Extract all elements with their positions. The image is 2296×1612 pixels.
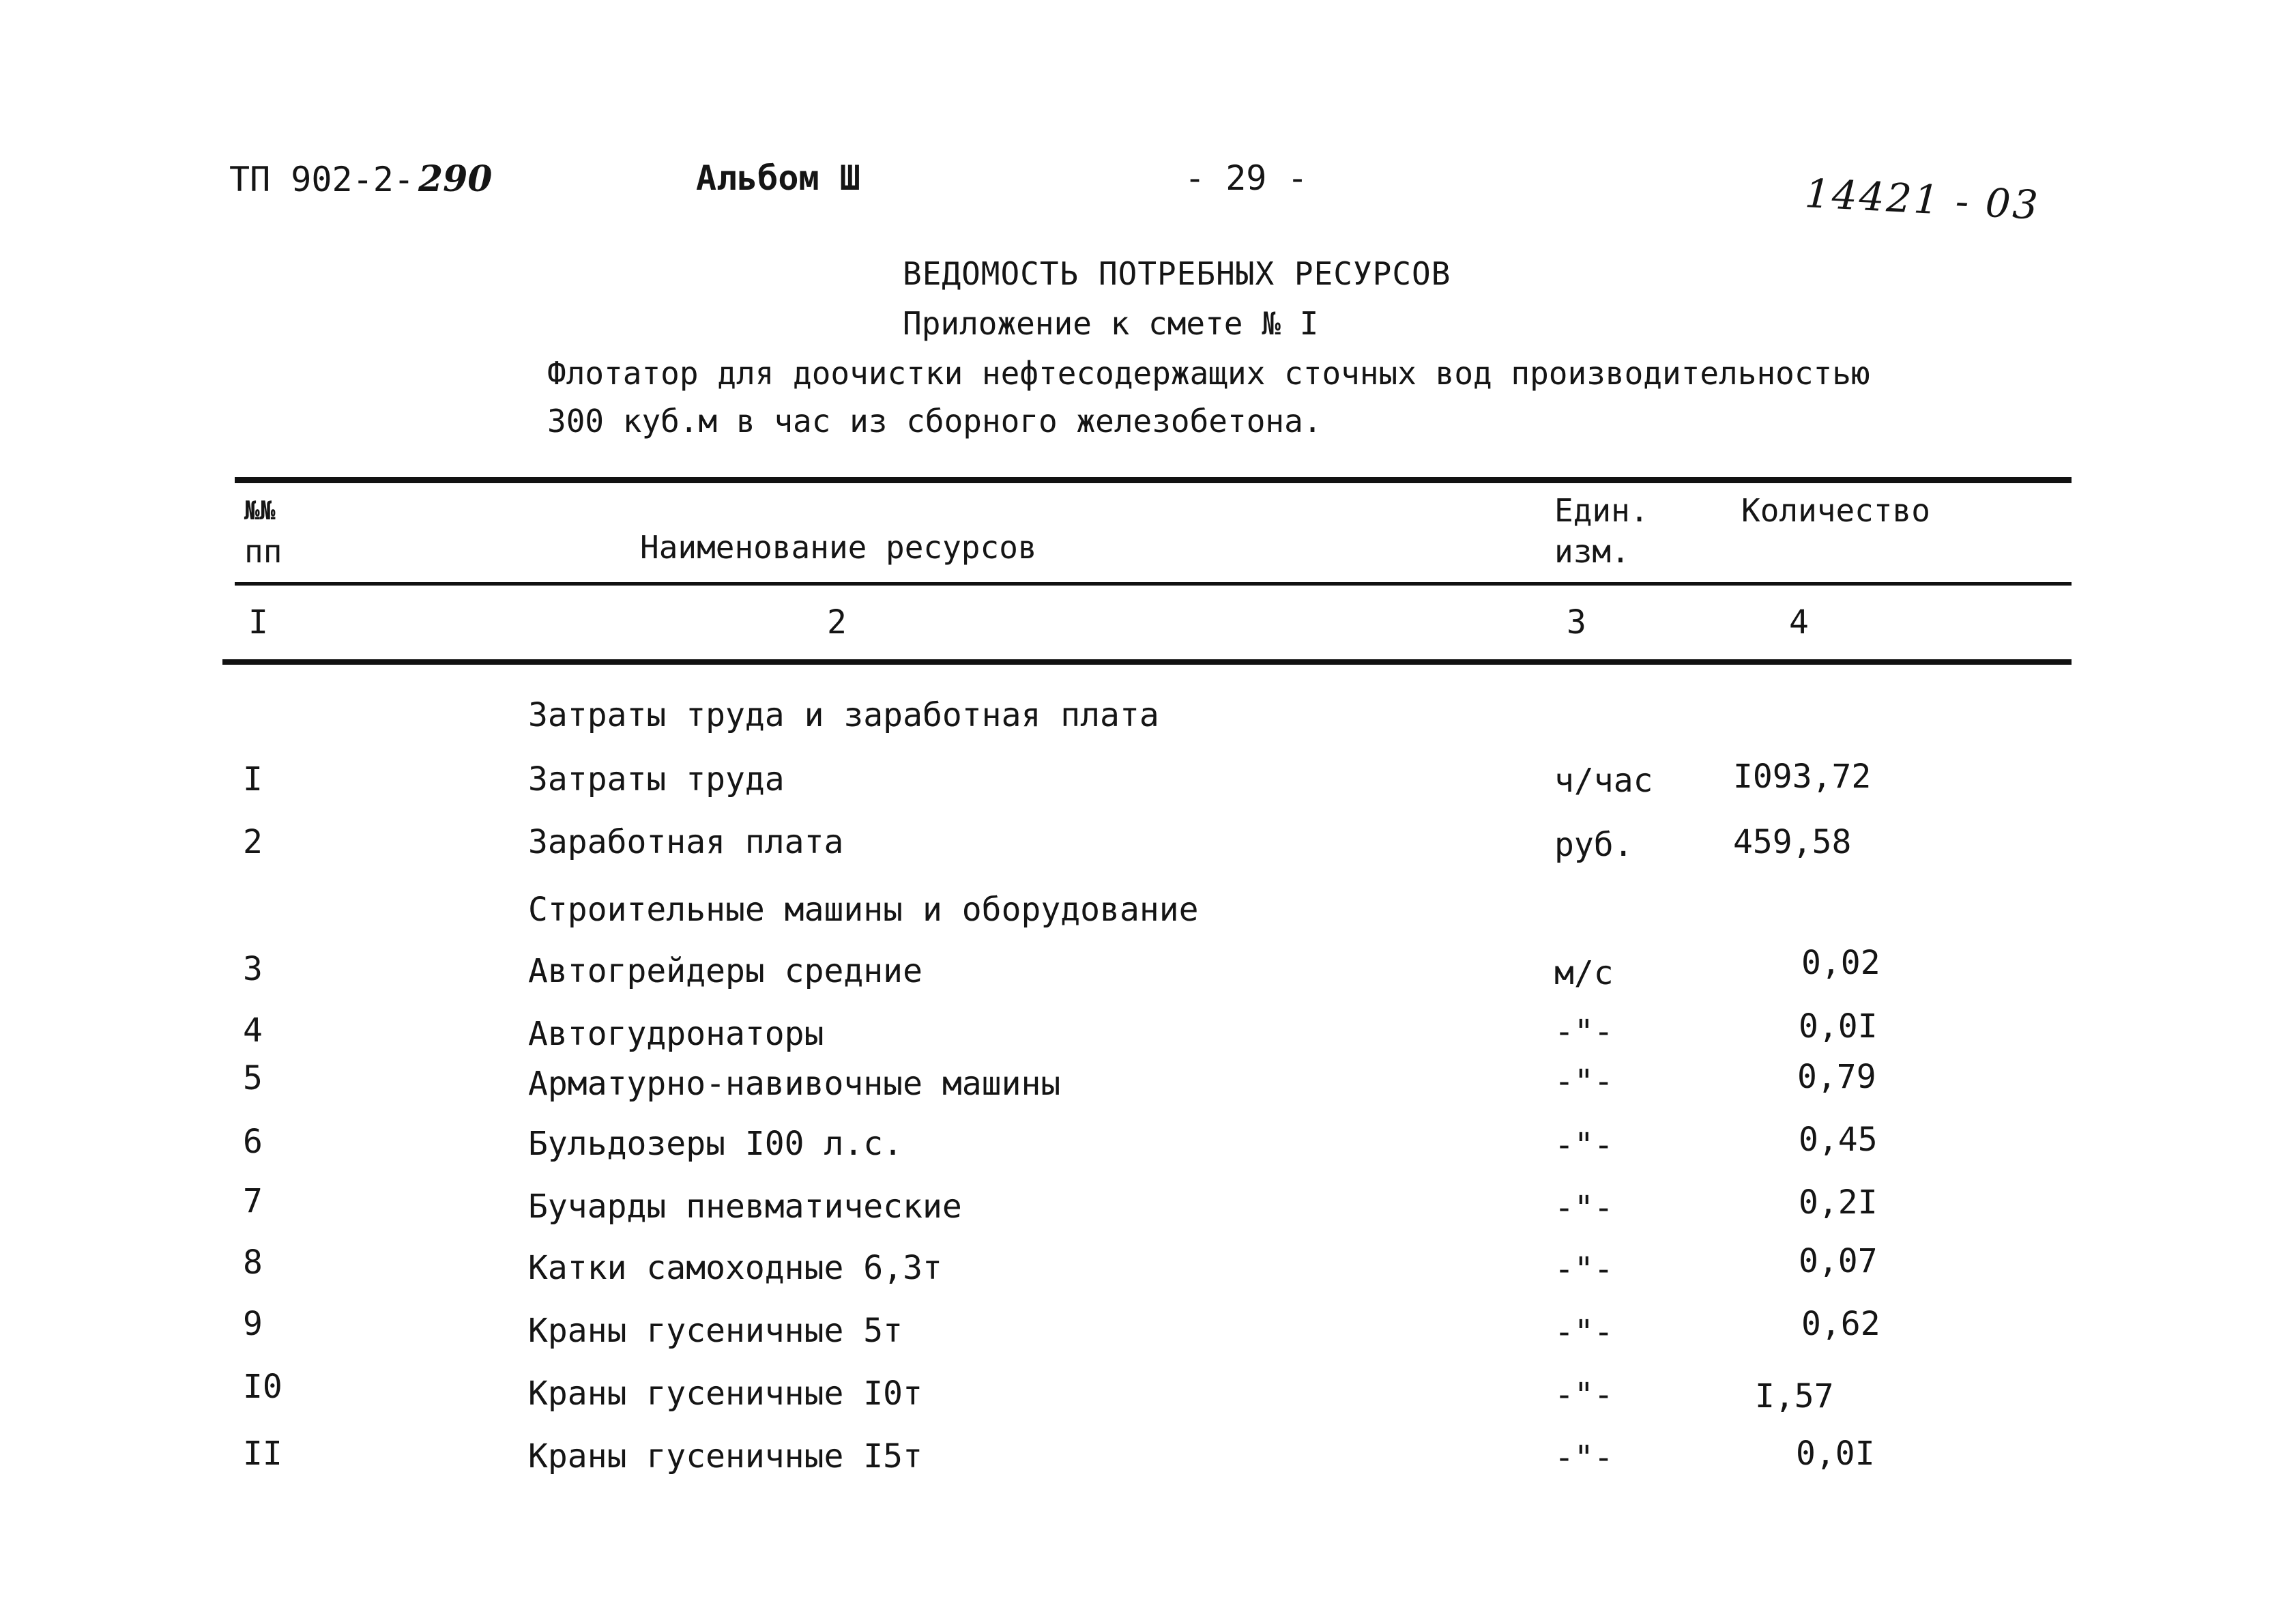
resource-quantity: I093,72 xyxy=(1733,758,1872,796)
resource-name: Затраты труда xyxy=(528,760,785,798)
row-number: 7 xyxy=(243,1182,263,1220)
document-code-handwritten: 290 xyxy=(418,158,493,200)
resource-name: Заработная плата xyxy=(528,823,844,861)
handwritten-inventory-number: 14421 - 03 xyxy=(1803,170,2041,229)
resource-unit: м/с xyxy=(1554,954,1614,992)
resource-name: Краны гусеничные 5т xyxy=(528,1312,903,1350)
resource-unit: -"- xyxy=(1554,1376,1614,1414)
resource-quantity: 459,58 xyxy=(1733,823,1852,861)
resource-quantity: 0,0I xyxy=(1799,1007,1878,1046)
section-title: Затраты труда и заработная плата xyxy=(528,696,1159,734)
row-number: 4 xyxy=(243,1011,263,1050)
resource-name: Краны гусеничные I5т xyxy=(528,1437,922,1476)
resource-unit: -"- xyxy=(1554,1189,1614,1227)
column-header-name: Наименование ресурсов xyxy=(640,529,1037,566)
document-subtitle: Приложение к смете № I xyxy=(903,305,1319,342)
page-number: - 29 - xyxy=(1185,158,1308,198)
resource-name: Бульдозеры I00 л.с. xyxy=(528,1125,903,1163)
resource-name: Краны гусеничные I0т xyxy=(528,1374,922,1413)
resource-name: Автогудронаторы xyxy=(528,1015,824,1053)
resource-unit: -"- xyxy=(1554,1250,1614,1289)
resource-unit: -"- xyxy=(1554,1439,1614,1477)
resource-unit: -"- xyxy=(1554,1063,1614,1101)
album-label: Альбом Ш xyxy=(696,158,860,198)
row-number: I0 xyxy=(243,1368,282,1406)
column-header-unit xyxy=(1554,490,1648,572)
section-title: Строительные машины и оборудование xyxy=(528,891,1199,929)
resource-quantity: 0,62 xyxy=(1801,1305,1880,1343)
resource-unit: -"- xyxy=(1554,1013,1614,1051)
column-number-3: 3 xyxy=(1567,603,1586,642)
column-header-unit-line-1: Един. xyxy=(1554,492,1649,529)
object-description-line-2: 300 куб.м в час из сборного железобетона. xyxy=(547,403,1322,440)
resource-unit: руб. xyxy=(1554,826,1633,864)
column-number-2: 2 xyxy=(827,603,847,642)
row-number: 3 xyxy=(243,950,263,988)
row-number: II xyxy=(243,1435,282,1473)
resource-name: Автогрейдеры средние xyxy=(528,952,922,990)
resource-name: Катки самоходные 6,3т xyxy=(528,1249,942,1287)
column-header-number-line-1: №№ xyxy=(244,495,276,526)
column-header-quantity: Количество xyxy=(1741,492,1930,529)
column-header-number xyxy=(244,490,282,572)
resource-quantity: 0,0I xyxy=(1796,1435,1875,1473)
table-top-rule xyxy=(235,477,2072,483)
resource-quantity: 0,2I xyxy=(1799,1183,1878,1222)
row-number: 2 xyxy=(243,823,263,861)
column-number-4: 4 xyxy=(1789,603,1809,642)
document-code xyxy=(229,158,492,200)
resource-name: Бучарды пневматические xyxy=(528,1188,962,1226)
column-header-number-line-2: пп xyxy=(244,533,282,570)
row-number: 8 xyxy=(243,1243,263,1282)
resource-quantity: I,57 xyxy=(1755,1377,1834,1415)
resource-unit: ч/час xyxy=(1554,762,1653,800)
table-header-rule xyxy=(235,582,2072,586)
resource-quantity: 0,45 xyxy=(1799,1121,1878,1159)
document-code-prefix: ТП 902-2- xyxy=(229,160,414,199)
table-column-numbers-rule xyxy=(222,659,2072,665)
resource-quantity: 0,79 xyxy=(1797,1058,1876,1096)
row-number: 5 xyxy=(243,1059,263,1097)
object-description-line-1: Флотатор для доочистки нефтесодержащих сточных вод производительностью xyxy=(547,355,1870,392)
row-number: 9 xyxy=(243,1305,263,1343)
column-header-unit-line-2: изм. xyxy=(1554,533,1630,570)
resource-unit: -"- xyxy=(1554,1313,1614,1351)
row-number: 6 xyxy=(243,1123,263,1161)
resource-quantity: 0,02 xyxy=(1801,944,1880,982)
resource-quantity: 0,07 xyxy=(1799,1242,1878,1280)
document-title: ВЕДОМОСТЬ ПОТРЕБНЫХ РЕСУРСОВ xyxy=(903,255,1451,292)
column-number-1: I xyxy=(248,603,268,642)
resource-name: Арматурно-навивочные машины xyxy=(528,1065,1061,1103)
row-number: I xyxy=(243,760,263,798)
resource-unit: -"- xyxy=(1554,1126,1614,1164)
